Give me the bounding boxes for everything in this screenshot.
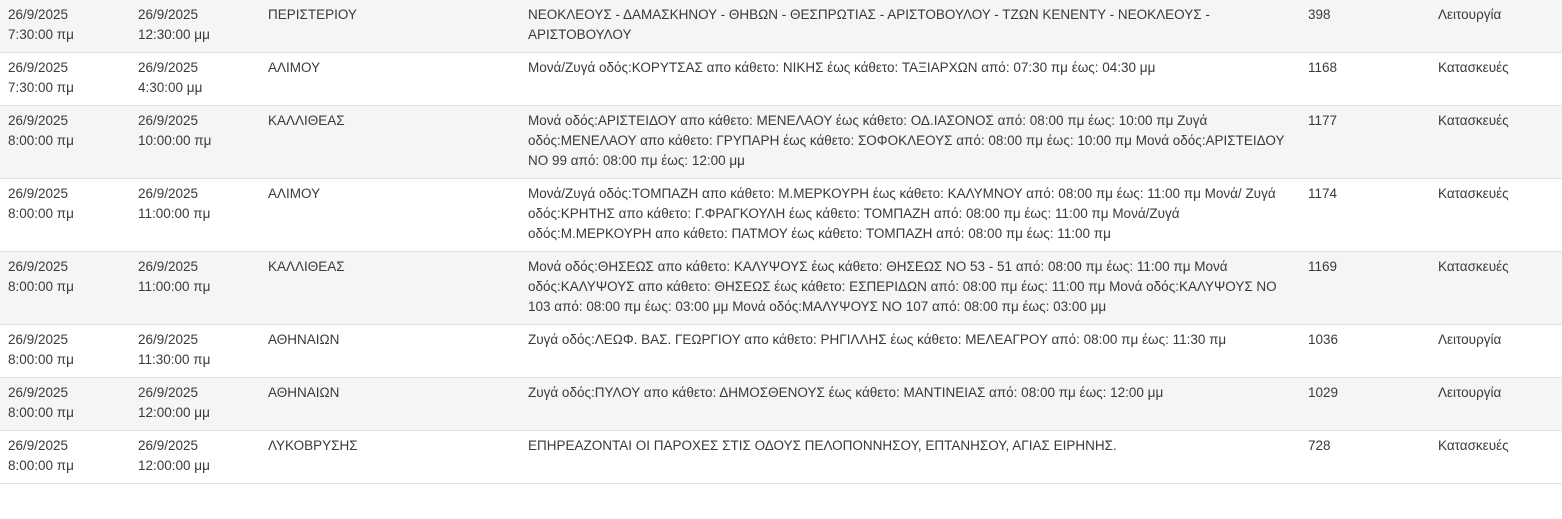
start-time: 7:30:00 πμ bbox=[8, 27, 74, 42]
number-cell: 728 bbox=[1300, 431, 1430, 484]
area-cell: ΑΘΗΝΑΙΩΝ bbox=[260, 378, 520, 431]
area-cell: ΚΑΛΛΙΘΕΑΣ bbox=[260, 252, 520, 325]
end-date: 26/9/2025 bbox=[138, 7, 199, 22]
area-cell: ΠΕΡΙΣΤΕΡΙΟΥ bbox=[260, 0, 520, 53]
type-cell: Κατασκευές bbox=[1430, 179, 1562, 252]
start-date: 26/9/2025 bbox=[8, 438, 69, 453]
area-cell: ΑΛΙΜΟΥ bbox=[260, 179, 520, 252]
end-time: 11:30:00 πμ bbox=[138, 352, 211, 367]
start-date: 26/9/2025 bbox=[8, 186, 69, 201]
start-datetime-cell bbox=[0, 0, 130, 53]
end-datetime-cell bbox=[130, 431, 260, 484]
area-cell: ΚΑΛΛΙΘΕΑΣ bbox=[260, 106, 520, 179]
start-date: 26/9/2025 bbox=[8, 259, 69, 274]
start-time: 7:30:00 πμ bbox=[8, 80, 74, 95]
start-time: 8:00:00 πμ bbox=[8, 458, 74, 473]
end-time: 12:00:00 μμ bbox=[138, 405, 210, 420]
number-cell: 1177 bbox=[1300, 106, 1430, 179]
area-cell: ΑΛΙΜΟΥ bbox=[260, 53, 520, 106]
start-date: 26/9/2025 bbox=[8, 7, 69, 22]
table-row bbox=[0, 325, 1562, 378]
end-date: 26/9/2025 bbox=[138, 438, 199, 453]
start-datetime-cell bbox=[0, 378, 130, 431]
start-time: 8:00:00 πμ bbox=[8, 279, 74, 294]
description-cell: Μονά οδός:ΑΡΙΣΤΕΙΔΟΥ απο κάθετο: ΜΕΝΕΛΑΟΥ έως κάθετο: ΟΔ.ΙΑΣΟΝΟΣ από: 08:00 πμ έως: 10:00 πμ Ζυγά οδός:ΜΕΝΕΛΑΟΥ απο κάθετο: ΓΡΥΠΑΡΗ έως κάθετο: ΣΟΦΟΚΛΕΟΥΣ από: 08:00 πμ έως: 10:00 πμ Μονά οδός:ΑΡΙΣΤΕΙΔΟΥ ΝΟ 99 από: 08:00 πμ έως: 12:00 μμ bbox=[520, 106, 1300, 179]
end-time: 11:00:00 πμ bbox=[138, 206, 211, 221]
end-datetime-cell bbox=[130, 53, 260, 106]
end-date: 26/9/2025 bbox=[138, 60, 199, 75]
number-cell: 1174 bbox=[1300, 179, 1430, 252]
table-row bbox=[0, 53, 1562, 106]
start-time: 8:00:00 πμ bbox=[8, 405, 74, 420]
end-datetime-cell bbox=[130, 179, 260, 252]
start-time: 8:00:00 πμ bbox=[8, 133, 74, 148]
number-cell: 398 bbox=[1300, 0, 1430, 53]
end-datetime-cell bbox=[130, 378, 260, 431]
description-cell: Ζυγά οδός:ΛΕΩΦ. ΒΑΣ. ΓΕΩΡΓΙΟΥ απο κάθετο: ΡΗΓΙΛΛΗΣ έως κάθετο: ΜΕΛΕΑΓΡΟΥ από: 08:00 πμ έως: 11:30 πμ bbox=[520, 325, 1300, 378]
start-time: 8:00:00 πμ bbox=[8, 206, 74, 221]
number-cell: 1168 bbox=[1300, 53, 1430, 106]
description-cell: ΝΕΟΚΛΕΟΥΣ - ΔΑΜΑΣΚΗΝΟΥ - ΘΗΒΩΝ - ΘΕΣΠΡΩΤΙΑΣ - ΑΡΙΣΤΟΒΟΥΛΟΥ - ΤΖΩΝ ΚΕΝΕΝΤΥ - ΝΕΟΚΛΕΟΥΣ - ΑΡΙΣΤΟΒΟΥΛΟΥ bbox=[520, 0, 1300, 53]
table-row bbox=[0, 106, 1562, 179]
number-cell: 1029 bbox=[1300, 378, 1430, 431]
table-row bbox=[0, 378, 1562, 431]
table-row bbox=[0, 252, 1562, 325]
start-date: 26/9/2025 bbox=[8, 113, 69, 128]
start-time: 8:00:00 πμ bbox=[8, 352, 74, 367]
table-row bbox=[0, 0, 1562, 53]
end-time: 12:00:00 μμ bbox=[138, 458, 210, 473]
end-datetime-cell bbox=[130, 252, 260, 325]
type-cell: Κατασκευές bbox=[1430, 53, 1562, 106]
type-cell: Λειτουργία bbox=[1430, 325, 1562, 378]
end-datetime-cell bbox=[130, 0, 260, 53]
area-cell: ΛΥΚΟΒΡΥΣΗΣ bbox=[260, 431, 520, 484]
start-datetime-cell bbox=[0, 106, 130, 179]
end-time: 11:00:00 πμ bbox=[138, 279, 211, 294]
end-time: 4:30:00 μμ bbox=[138, 80, 203, 95]
start-datetime-cell bbox=[0, 252, 130, 325]
description-cell: Μονά οδός:ΘΗΣΕΩΣ απο κάθετο: ΚΑΛΥΨΟΥΣ έως κάθετο: ΘΗΣΕΩΣ ΝΟ 53 - 51 από: 08:00 πμ έως: 11:00 πμ Μονά οδός:ΚΑΛΥΨΟΥΣ απο κάθετο: ΘΗΣΕΩΣ έως κάθετο: ΕΣΠΕΡΙΔΩΝ από: 08:00 πμ έως: 11:00 πμ Μονά οδός:ΚΑΛΥΨΟΥΣ ΝΟ 103 από: 08:00 πμ έως: 03:00 μμ Μονά οδός:ΜΑΛΥΨΟΥΣ ΝΟ 107 από: 08:00 πμ έως: 03:00 μμ bbox=[520, 252, 1300, 325]
start-date: 26/9/2025 bbox=[8, 332, 69, 347]
description-cell: Μονά/Ζυγά οδός:ΤΟΜΠΑΖΗ απο κάθετο: Μ.ΜΕΡΚΟΥΡΗ έως κάθετο: ΚΑΛΥΜΝΟΥ από: 08:00 πμ έως: 11:00 πμ Μονά/ Ζυγά οδός:ΚΡΗΤΗΣ απο κάθετο: Γ.ΦΡΑΓΚΟΥΛΗ έως κάθετο: ΤΟΜΠΑΖΗ από: 08:00 πμ έως: 11:00 πμ Μονά/Ζυγά οδός:Μ.ΜΕΡΚΟΥΡΗ απο κάθετο: ΠΑΤΜΟΥ έως κάθετο: ΤΟΜΠΑΖΗ από: 08:00 πμ έως: 11:00 πμ bbox=[520, 179, 1300, 252]
start-date: 26/9/2025 bbox=[8, 60, 69, 75]
end-date: 26/9/2025 bbox=[138, 186, 199, 201]
end-datetime-cell bbox=[130, 106, 260, 179]
end-date: 26/9/2025 bbox=[138, 113, 199, 128]
start-datetime-cell bbox=[0, 325, 130, 378]
type-cell: Λειτουργία bbox=[1430, 378, 1562, 431]
type-cell: Λειτουργία bbox=[1430, 0, 1562, 53]
description-cell: ΕΠΗΡΕΑΖΟΝΤΑΙ ΟΙ ΠΑΡΟΧΕΣ ΣΤΙΣ ΟΔΟΥΣ ΠΕΛΟΠΟΝΝΗΣΟΥ, ΕΠΤΑΝΗΣΟΥ, ΑΓΙΑΣ ΕΙΡΗΝΗΣ. bbox=[520, 431, 1300, 484]
start-date: 26/9/2025 bbox=[8, 385, 69, 400]
type-cell: Κατασκευές bbox=[1430, 252, 1562, 325]
type-cell: Κατασκευές bbox=[1430, 106, 1562, 179]
end-time: 12:30:00 μμ bbox=[138, 27, 210, 42]
end-datetime-cell bbox=[130, 325, 260, 378]
start-datetime-cell bbox=[0, 179, 130, 252]
end-date: 26/9/2025 bbox=[138, 259, 199, 274]
start-datetime-cell bbox=[0, 53, 130, 106]
end-time: 10:00:00 πμ bbox=[138, 133, 212, 148]
end-date: 26/9/2025 bbox=[138, 332, 199, 347]
number-cell: 1169 bbox=[1300, 252, 1430, 325]
type-cell: Κατασκευές bbox=[1430, 431, 1562, 484]
start-datetime-cell bbox=[0, 431, 130, 484]
description-cell: Ζυγά οδός:ΠΥΛΟΥ απο κάθετο: ΔΗΜΟΣΘΕΝΟΥΣ έως κάθετο: ΜΑΝΤΙΝΕΙΑΣ από: 08:00 πμ έως: 12:00 μμ bbox=[520, 378, 1300, 431]
description-cell: Μονά/Ζυγά οδός:ΚΟΡΥΤΣΑΣ απο κάθετο: ΝΙΚΗΣ έως κάθετο: ΤΑΞΙΑΡΧΩΝ από: 07:30 πμ έως: 04:30 μμ bbox=[520, 53, 1300, 106]
table-row bbox=[0, 179, 1562, 252]
end-date: 26/9/2025 bbox=[138, 385, 199, 400]
number-cell: 1036 bbox=[1300, 325, 1430, 378]
table-row bbox=[0, 431, 1562, 484]
area-cell: ΑΘΗΝΑΙΩΝ bbox=[260, 325, 520, 378]
